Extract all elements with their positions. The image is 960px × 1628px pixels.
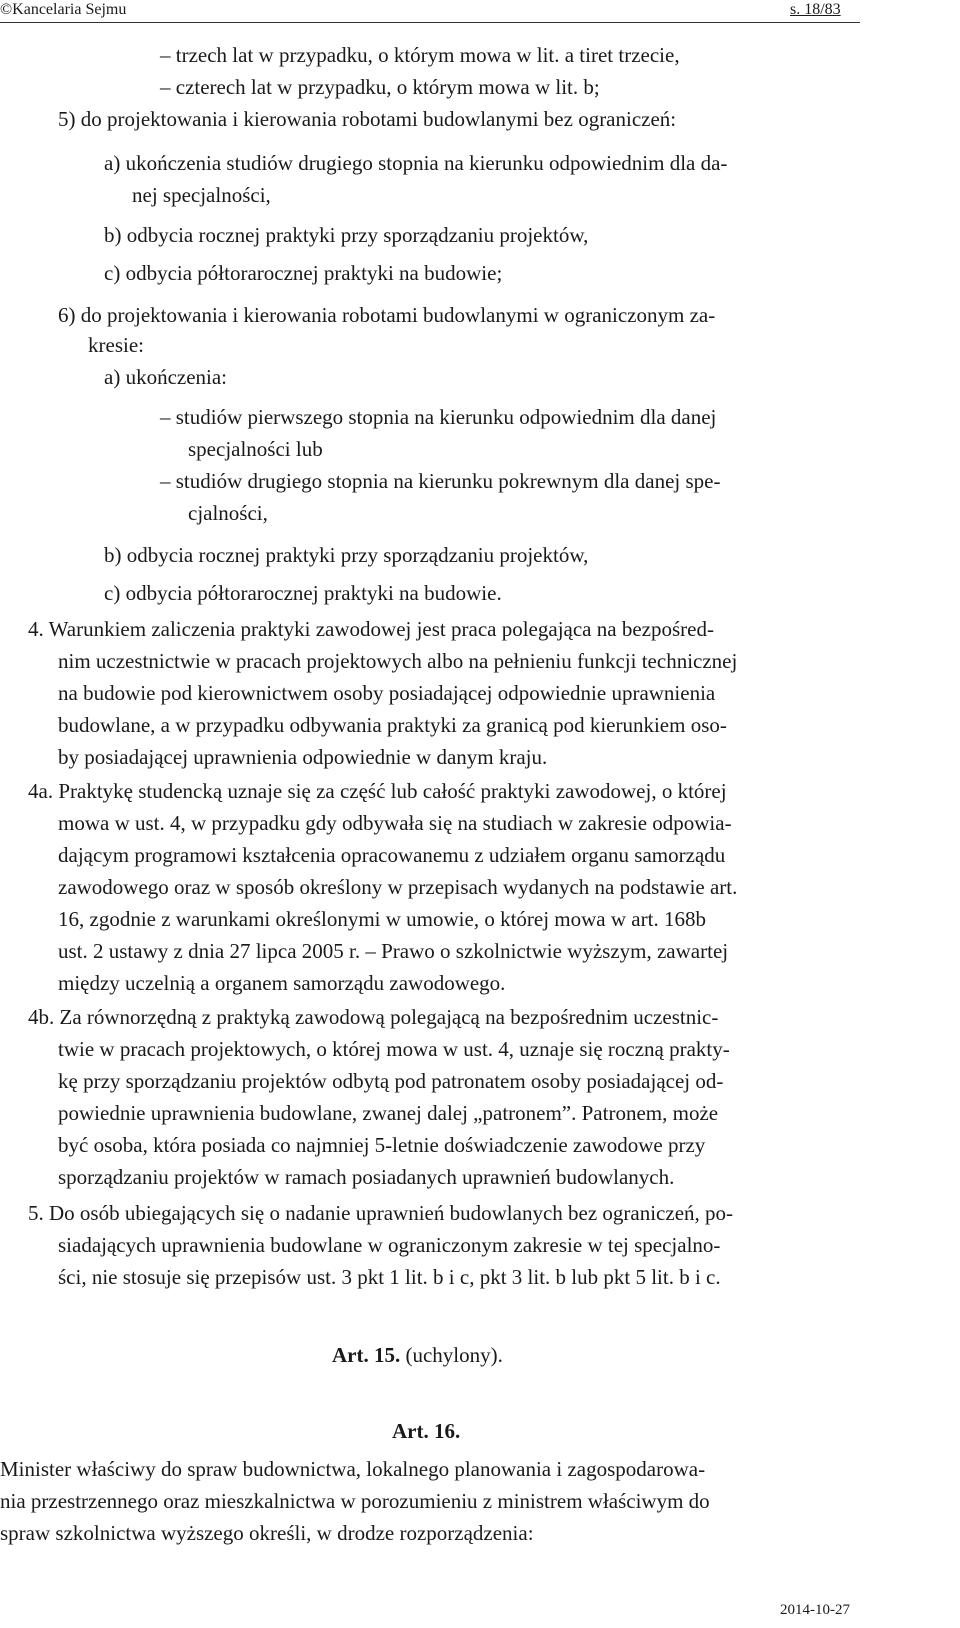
text-line: – czterech lat w przypadku, o którym mowa w lit. b; — [160, 75, 600, 99]
footer-date: 2014-10-27 — [780, 1602, 850, 1618]
text-line: 16, zgodnie z warunkami określonymi w umowie, o której mowa w art. 168b — [58, 907, 706, 931]
text-line: a) ukończenia: — [104, 365, 228, 389]
text-line: b) odbycia rocznej praktyki przy sporządzaniu projektów, — [104, 543, 589, 567]
text-line: siadających uprawnienia budowlane w ograniczonym zakresie w tej specjalno- — [58, 1233, 721, 1257]
article-15-text: (uchylony). — [400, 1343, 503, 1367]
text-line: cjalności, — [188, 501, 268, 525]
text-line: budowlane, a w przypadku odbywania praktyki za granicą pod kierunkiem oso- — [58, 713, 727, 737]
text-line: b) odbycia rocznej praktyki przy sporządzaniu projektów, — [104, 223, 589, 247]
text-line: – studiów pierwszego stopnia na kierunku odpowiednim dla danej — [160, 405, 717, 429]
text-line: 4. Warunkiem zaliczenia praktyki zawodowej jest praca polegająca na bezpośred- — [28, 617, 714, 641]
text-line: mowa w ust. 4, w przypadku gdy odbywała się na studiach w zakresie odpowia- — [58, 811, 732, 835]
text-line: kę przy sporządzaniu projektów odbytą pod patronatem osoby posiadającej od- — [58, 1069, 724, 1093]
text-line: 5. Do osób ubiegających się o nadanie uprawnień budowlanych bez ograniczeń, po- — [28, 1201, 734, 1225]
text-line: c) odbycia półtorarocznej praktyki na budowie; — [104, 261, 503, 285]
text-line: c) odbycia półtorarocznej praktyki na budowie. — [104, 581, 502, 605]
article-15-label: Art. 15. — [332, 1343, 401, 1367]
text-line: sporządzaniu projektów w ramach posiadanych uprawnień budowlanych. — [58, 1165, 675, 1189]
article-15-heading — [332, 1340, 503, 1370]
text-line: ust. 2 ustawy z dnia 27 lipca 2005 r. – Prawo o szkolnictwie wyższym, zawartej — [58, 939, 729, 963]
text-line: powiednie uprawnienia budowlane, zwanej dalej „patronem”. Patronem, może — [58, 1101, 719, 1125]
text-line: dającym programowi kształcenia opracowanemu z udziałem organu samorządu — [58, 843, 726, 867]
text-line: specjalności lub — [188, 437, 323, 461]
article-16-heading: Art. 16. — [392, 1419, 461, 1443]
header-rule — [0, 22, 860, 23]
text-line: na budowie pod kierownictwem osoby posiadającej odpowiednie uprawnienia — [58, 681, 716, 705]
text-line: nia przestrzennego oraz mieszkalnictwa w porozumieniu z ministrem właściwym do — [0, 1489, 710, 1513]
text-line: 6) do projektowania i kierowania robotami budowlanymi w ograniczonym za- — [58, 303, 716, 327]
header-page-number[interactable]: s. 18/83 — [790, 1, 841, 18]
text-line: – studiów drugiego stopnia na kierunku pokrewnym dla danej spe- — [160, 469, 721, 493]
text-line: 4a. Praktykę studencką uznaje się za część lub całość praktyki zawodowej, o której — [28, 779, 727, 803]
text-line: ści, nie stosuje się przepisów ust. 3 pkt 1 lit. b i c, pkt 3 lit. b lub pkt 5 lit. b i c. — [58, 1265, 721, 1289]
text-line: kresie: — [88, 333, 144, 357]
header-copyright: ©Kancelaria Sejmu — [0, 1, 127, 18]
text-line: – trzech lat w przypadku, o którym mowa w lit. a tiret trzecie, — [160, 43, 680, 67]
text-line: spraw szkolnictwa wyższego określi, w drodze rozporządzenia: — [0, 1521, 534, 1545]
text-line: 4b. Za równorzędną z praktyką zawodową polegającą na bezpośrednim uczestnic- — [28, 1005, 719, 1029]
text-line: 5) do projektowania i kierowania robotami budowlanymi bez ograniczeń: — [58, 107, 677, 131]
text-line: zawodowego oraz w sposób określony w przepisach wydanych na podstawie art. — [58, 875, 738, 899]
text-line: twie w pracach projektowych, o której mowa w ust. 4, uznaje się roczną prakty- — [58, 1037, 730, 1061]
text-line: Minister właściwy do spraw budownictwa, lokalnego planowania i zagospodarowa- — [0, 1457, 706, 1481]
text-line: być osoba, która posiada co najmniej 5-letnie doświadczenie zawodowe przy — [58, 1133, 706, 1157]
text-line: nej specjalności, — [132, 183, 271, 207]
text-line: a) ukończenia studiów drugiego stopnia na kierunku odpowiednim dla da- — [104, 151, 728, 175]
text-line: nim uczestnictwie w pracach projektowych albo na pełnieniu funkcji technicznej — [58, 649, 738, 673]
text-line: między uczelnią a organem samorządu zawodowego. — [58, 971, 506, 995]
text-line: by posiadającej uprawnienia odpowiednie w danym kraju. — [58, 745, 548, 769]
